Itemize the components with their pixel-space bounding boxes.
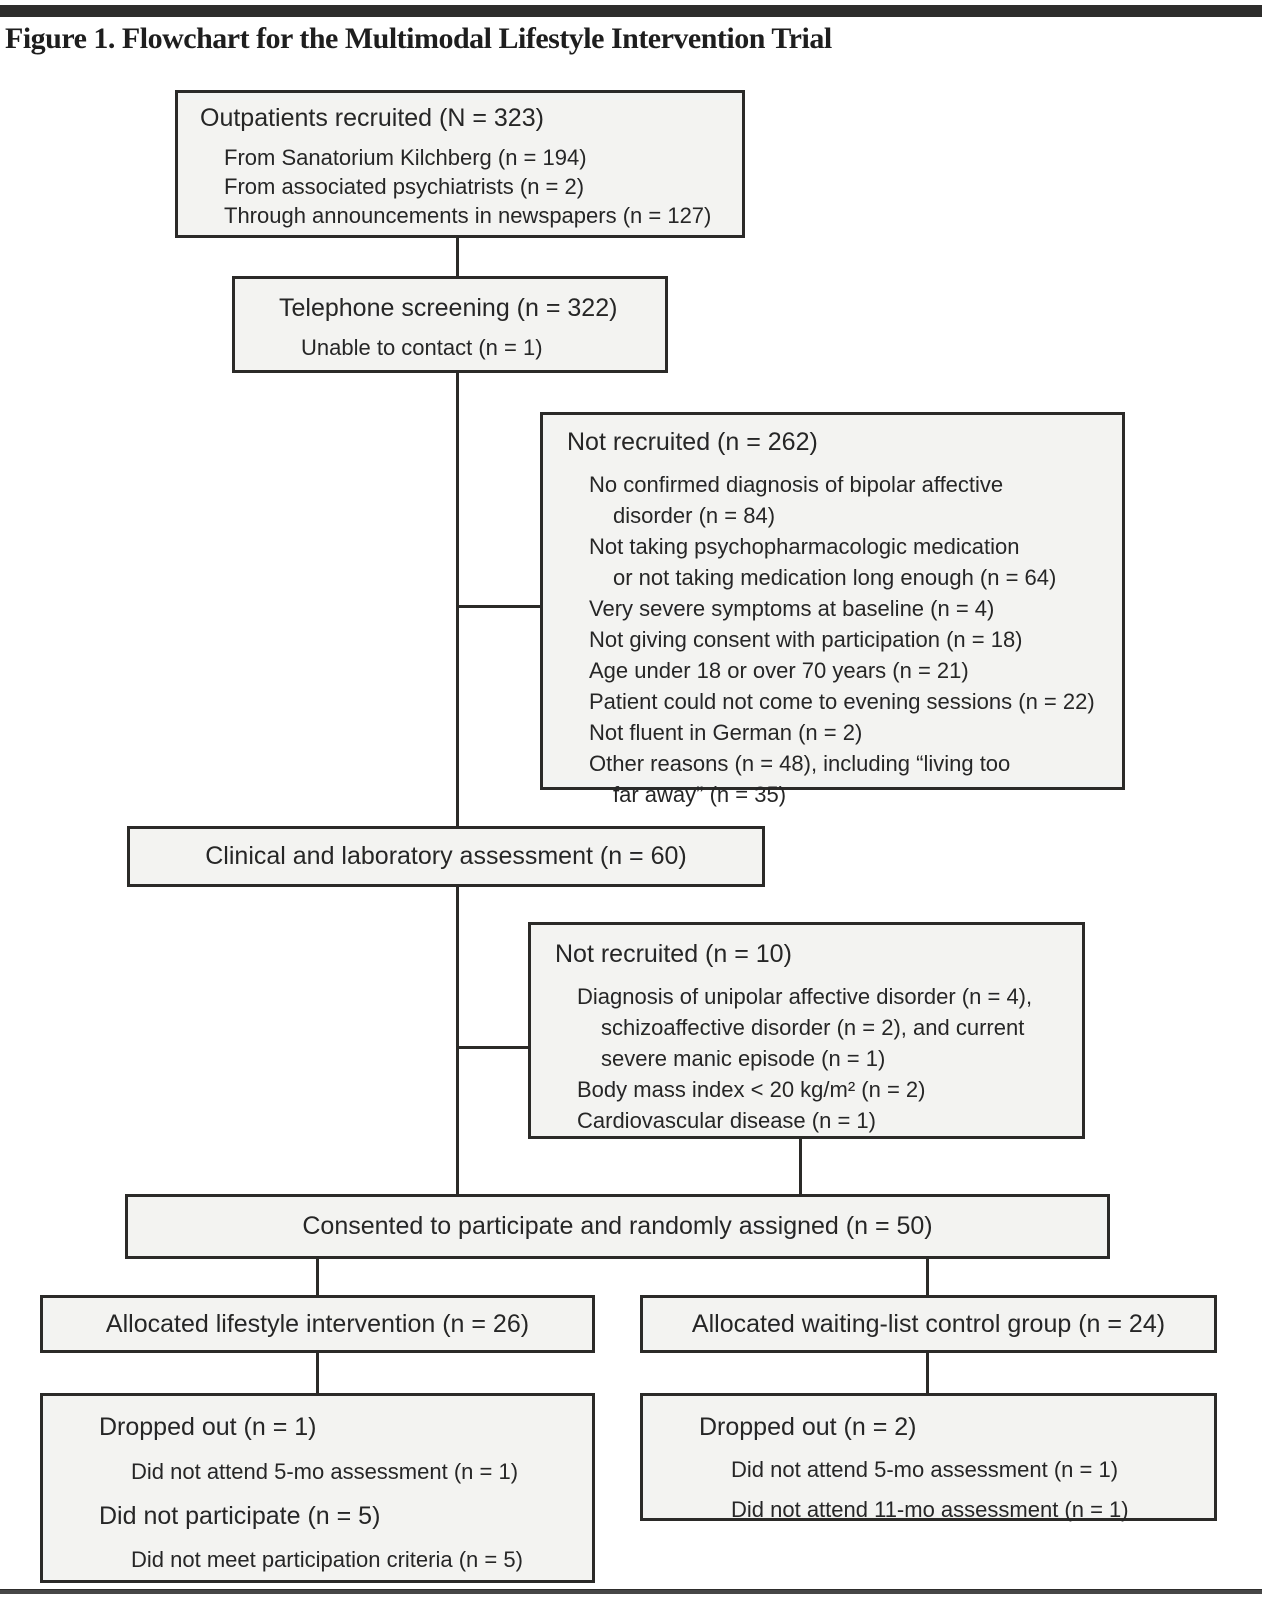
box-line: Age under 18 or over 70 years (n = 21) xyxy=(589,658,969,683)
box-line: Through announcements in newspapers (n = 127) xyxy=(224,203,712,228)
box-line: Patient could not come to evening sessions (n = 22) xyxy=(589,689,1095,714)
connector-clinical-to-consented xyxy=(456,886,459,1195)
box-title: Allocated waiting-list control group (n = 24) xyxy=(691,1309,1166,1338)
box-lines xyxy=(178,143,742,230)
connector-consented-to-intervention xyxy=(316,1258,319,1296)
connector-branch-not-recruited-262 xyxy=(457,605,541,608)
box-line: Not taking psychopharmacologic medication xyxy=(589,534,1020,559)
box-line: or not taking medication long enough (n = 64) xyxy=(613,565,1057,590)
box-outpatients-recruited xyxy=(175,90,745,238)
box-title: Outpatients recruited (N = 323) xyxy=(200,104,544,132)
connector-consented-to-control xyxy=(926,1258,929,1296)
box-line: Very severe symptoms at baseline (n = 4) xyxy=(589,596,995,621)
box-not-recruited-10 xyxy=(528,922,1085,1139)
box-line: schizoaffective disorder (n = 2), and current xyxy=(601,1015,1025,1040)
box-title: Dropped out (n = 1) xyxy=(99,1413,317,1441)
box-not-recruited-262 xyxy=(540,412,1125,807)
box-line: From associated psychiatrists (n = 2) xyxy=(224,174,585,199)
connector-not-recruited-10-to-consented xyxy=(799,1138,802,1195)
box-line: Not fluent in German (n = 2) xyxy=(589,720,863,745)
box-line: Body mass index < 20 kg/m² (n = 2) xyxy=(577,1077,926,1102)
box-clinical-assessment xyxy=(127,826,765,887)
connector-intervention-to-dropout xyxy=(316,1352,319,1394)
top-rule xyxy=(0,5,1262,17)
box-title: Not recruited (n = 10) xyxy=(555,940,792,968)
box-lines xyxy=(531,981,1082,1136)
box-title: Clinical and laboratory assessment (n = 60) xyxy=(205,842,687,870)
box-line: Did not attend 11-mo assessment (n = 1) xyxy=(731,1497,1129,1522)
box-title: Consented to participate and randomly assigned (n = 50) xyxy=(302,1212,933,1240)
box-line: Not giving consent with participation (n = 18) xyxy=(589,627,1023,652)
connector-telephone-to-clinical xyxy=(456,372,459,827)
box-line: severe manic episode (n = 1) xyxy=(601,1046,886,1071)
connector-branch-not-recruited-10 xyxy=(457,1046,529,1049)
box-line: Did not meet participation criteria (n = 5) xyxy=(131,1547,523,1572)
box-title: Allocated lifestyle intervention (n = 26) xyxy=(105,1309,530,1338)
box-line: Other reasons (n = 48), including “living too xyxy=(589,751,1011,776)
box-line: Cardiovascular disease (n = 1) xyxy=(577,1108,876,1133)
box-lines xyxy=(235,333,665,363)
box-line: No confirmed diagnosis of bipolar affective xyxy=(589,472,1004,497)
box-telephone-screening xyxy=(232,276,668,373)
box-line: Did not attend 5-mo assessment (n = 1) xyxy=(731,1457,1119,1482)
box-dropout-control xyxy=(640,1393,1217,1521)
box-lines xyxy=(543,469,1122,810)
figure-title: Figure 1. Flowchart for the Multimodal Lifestyle Intervention Trial xyxy=(5,22,832,55)
box-line: Diagnosis of unipolar affective disorder (n = 4), xyxy=(577,984,1033,1009)
box-line: disorder (n = 84) xyxy=(613,503,776,528)
box-line: far away” (n = 35) xyxy=(613,782,787,807)
connector-control-to-dropout xyxy=(926,1352,929,1394)
box-consented-randomized xyxy=(125,1194,1110,1259)
box-allocated-intervention xyxy=(40,1295,595,1353)
box-title: Not recruited (n = 262) xyxy=(567,428,818,456)
box-line: From Sanatorium Kilchberg (n = 194) xyxy=(224,145,587,170)
box-line: Unable to contact (n = 1) xyxy=(301,335,543,360)
box-title: Telephone screening (n = 322) xyxy=(279,294,618,322)
box-lines xyxy=(43,1450,592,1582)
bottom-rule xyxy=(0,1589,1262,1594)
box-dropout-intervention xyxy=(40,1393,595,1583)
box-title: Dropped out (n = 2) xyxy=(699,1413,917,1441)
connector-outpatients-to-telephone xyxy=(456,237,459,277)
box-line: Did not participate (n = 5) xyxy=(99,1502,381,1530)
box-allocated-control xyxy=(640,1295,1217,1353)
box-line: Did not attend 5-mo assessment (n = 1) xyxy=(131,1459,519,1484)
box-lines xyxy=(643,1450,1214,1530)
